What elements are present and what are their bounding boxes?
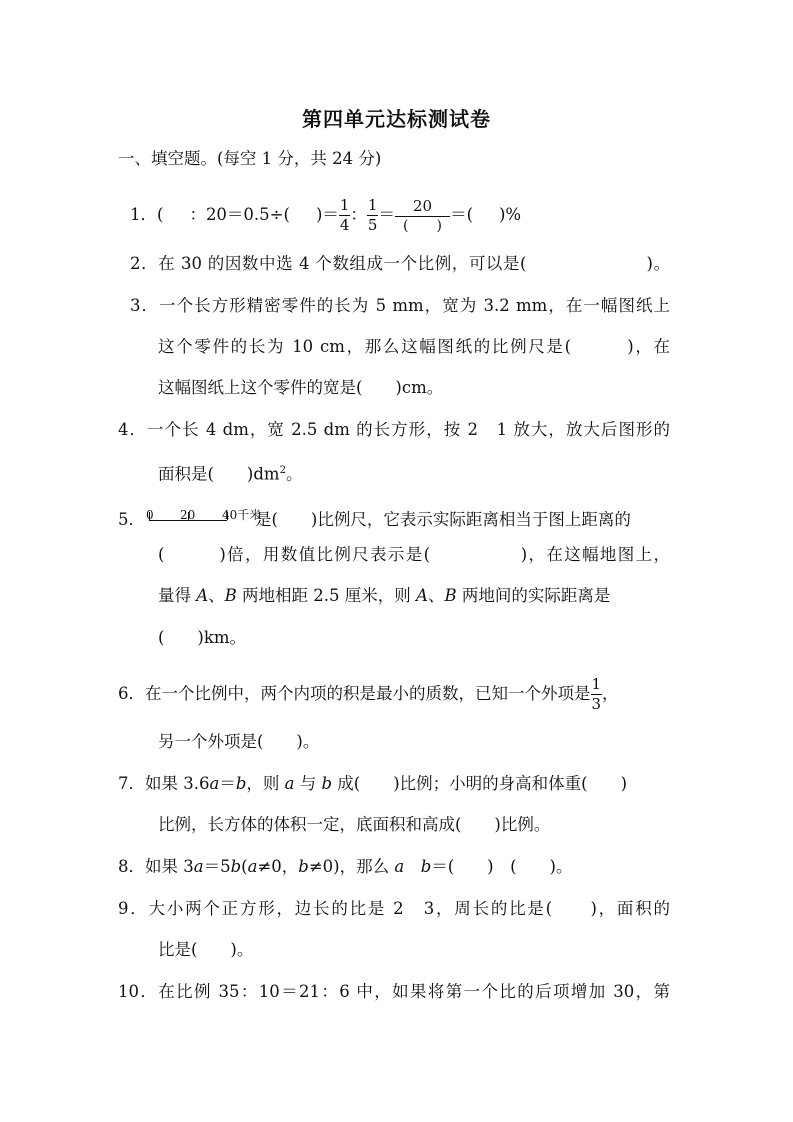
question-5-line-3: 量得 A、B 两地相距 2.5 厘米，则 A、B 两地间的实际距离是 — [158, 586, 611, 605]
question-3-line-2: 这个零件的长为 10 cm，那么这幅图纸的比例尺是( )，在 — [158, 337, 670, 356]
question-9-line-2: 比是( )。 — [158, 940, 254, 959]
question-4-line-1: 4．一个长 4 dm，宽 2.5 dm 的长方形，按 2 1 放大，放大后图形的 — [118, 420, 670, 439]
line-scale-bar: 0 20 40千米 — [146, 508, 262, 522]
fraction-one-third: $\frac{1}{3}$ — [591, 675, 602, 713]
question-6-line-1: 6．在一个比例中，两个内项的积是最小的质数，已知一个外项是 $\frac{1}{3}$ ， — [118, 675, 619, 713]
question-6-line-2: 另一个外项是( )。 — [158, 732, 320, 751]
question-9-line-1: 9．大小两个正方形，边长的比是 2 3，周长的比是( )，面积的 — [118, 899, 670, 918]
question-5-line-2: ( )倍，用数值比例尺表示是( )，在这幅地图上， — [158, 545, 670, 564]
section-heading: 一、填空题。(每空 1 分，共 24 分) — [118, 149, 382, 168]
question-5-line-1: 5． 0 20 40千米 是( )比例尺，它表示实际距离相当于图上距离的 — [118, 503, 631, 532]
page-title: 第四单元达标测试卷 — [302, 107, 491, 131]
question-2: 2．在 30 的因数中选 4 个数组成一个比例，可以是( )。 — [130, 254, 670, 273]
question-7-line-1: 7．如果 3.6a＝b，则 a 与 b 成( )比例；小明的身高和体重( ) — [118, 774, 628, 793]
question-1: 1．( ：20＝0.5÷( )＝ $\frac{1}{4}$ ： $\frac{1}{5}$ ＝ $\frac{20}{( )}$ ＝( )% — [130, 196, 522, 234]
question-5-line-4: ( )km。 — [158, 628, 247, 647]
fraction-one-fifth: $\frac{1}{5}$ — [367, 196, 378, 234]
question-10-line-1: 10．在比例 35：10＝21：6 中，如果将第一个比的后项增加 30，第 — [118, 982, 670, 1001]
fraction-twenty-over-blank: $\frac{20}{( )}$ — [395, 199, 450, 233]
question-8: 8．如果 3a＝5b(a≠0，b≠0)，那么 a b＝( ) ( )。 — [118, 857, 573, 876]
question-4-line-2: 面积是( )$dm^2$。 — [158, 464, 303, 484]
question-3-line-3: 这幅图纸上这个零件的宽是( )cm。 — [158, 378, 444, 397]
question-3-line-1: 3．一个长方形精密零件的长为 5 mm，宽为 3.2 mm，在一幅图纸上 — [130, 296, 670, 315]
question-7-line-2: 比例，长方体的体积一定，底面积和高成( )比例。 — [158, 815, 551, 834]
fraction-one-quarter: $\frac{1}{4}$ — [339, 196, 350, 234]
